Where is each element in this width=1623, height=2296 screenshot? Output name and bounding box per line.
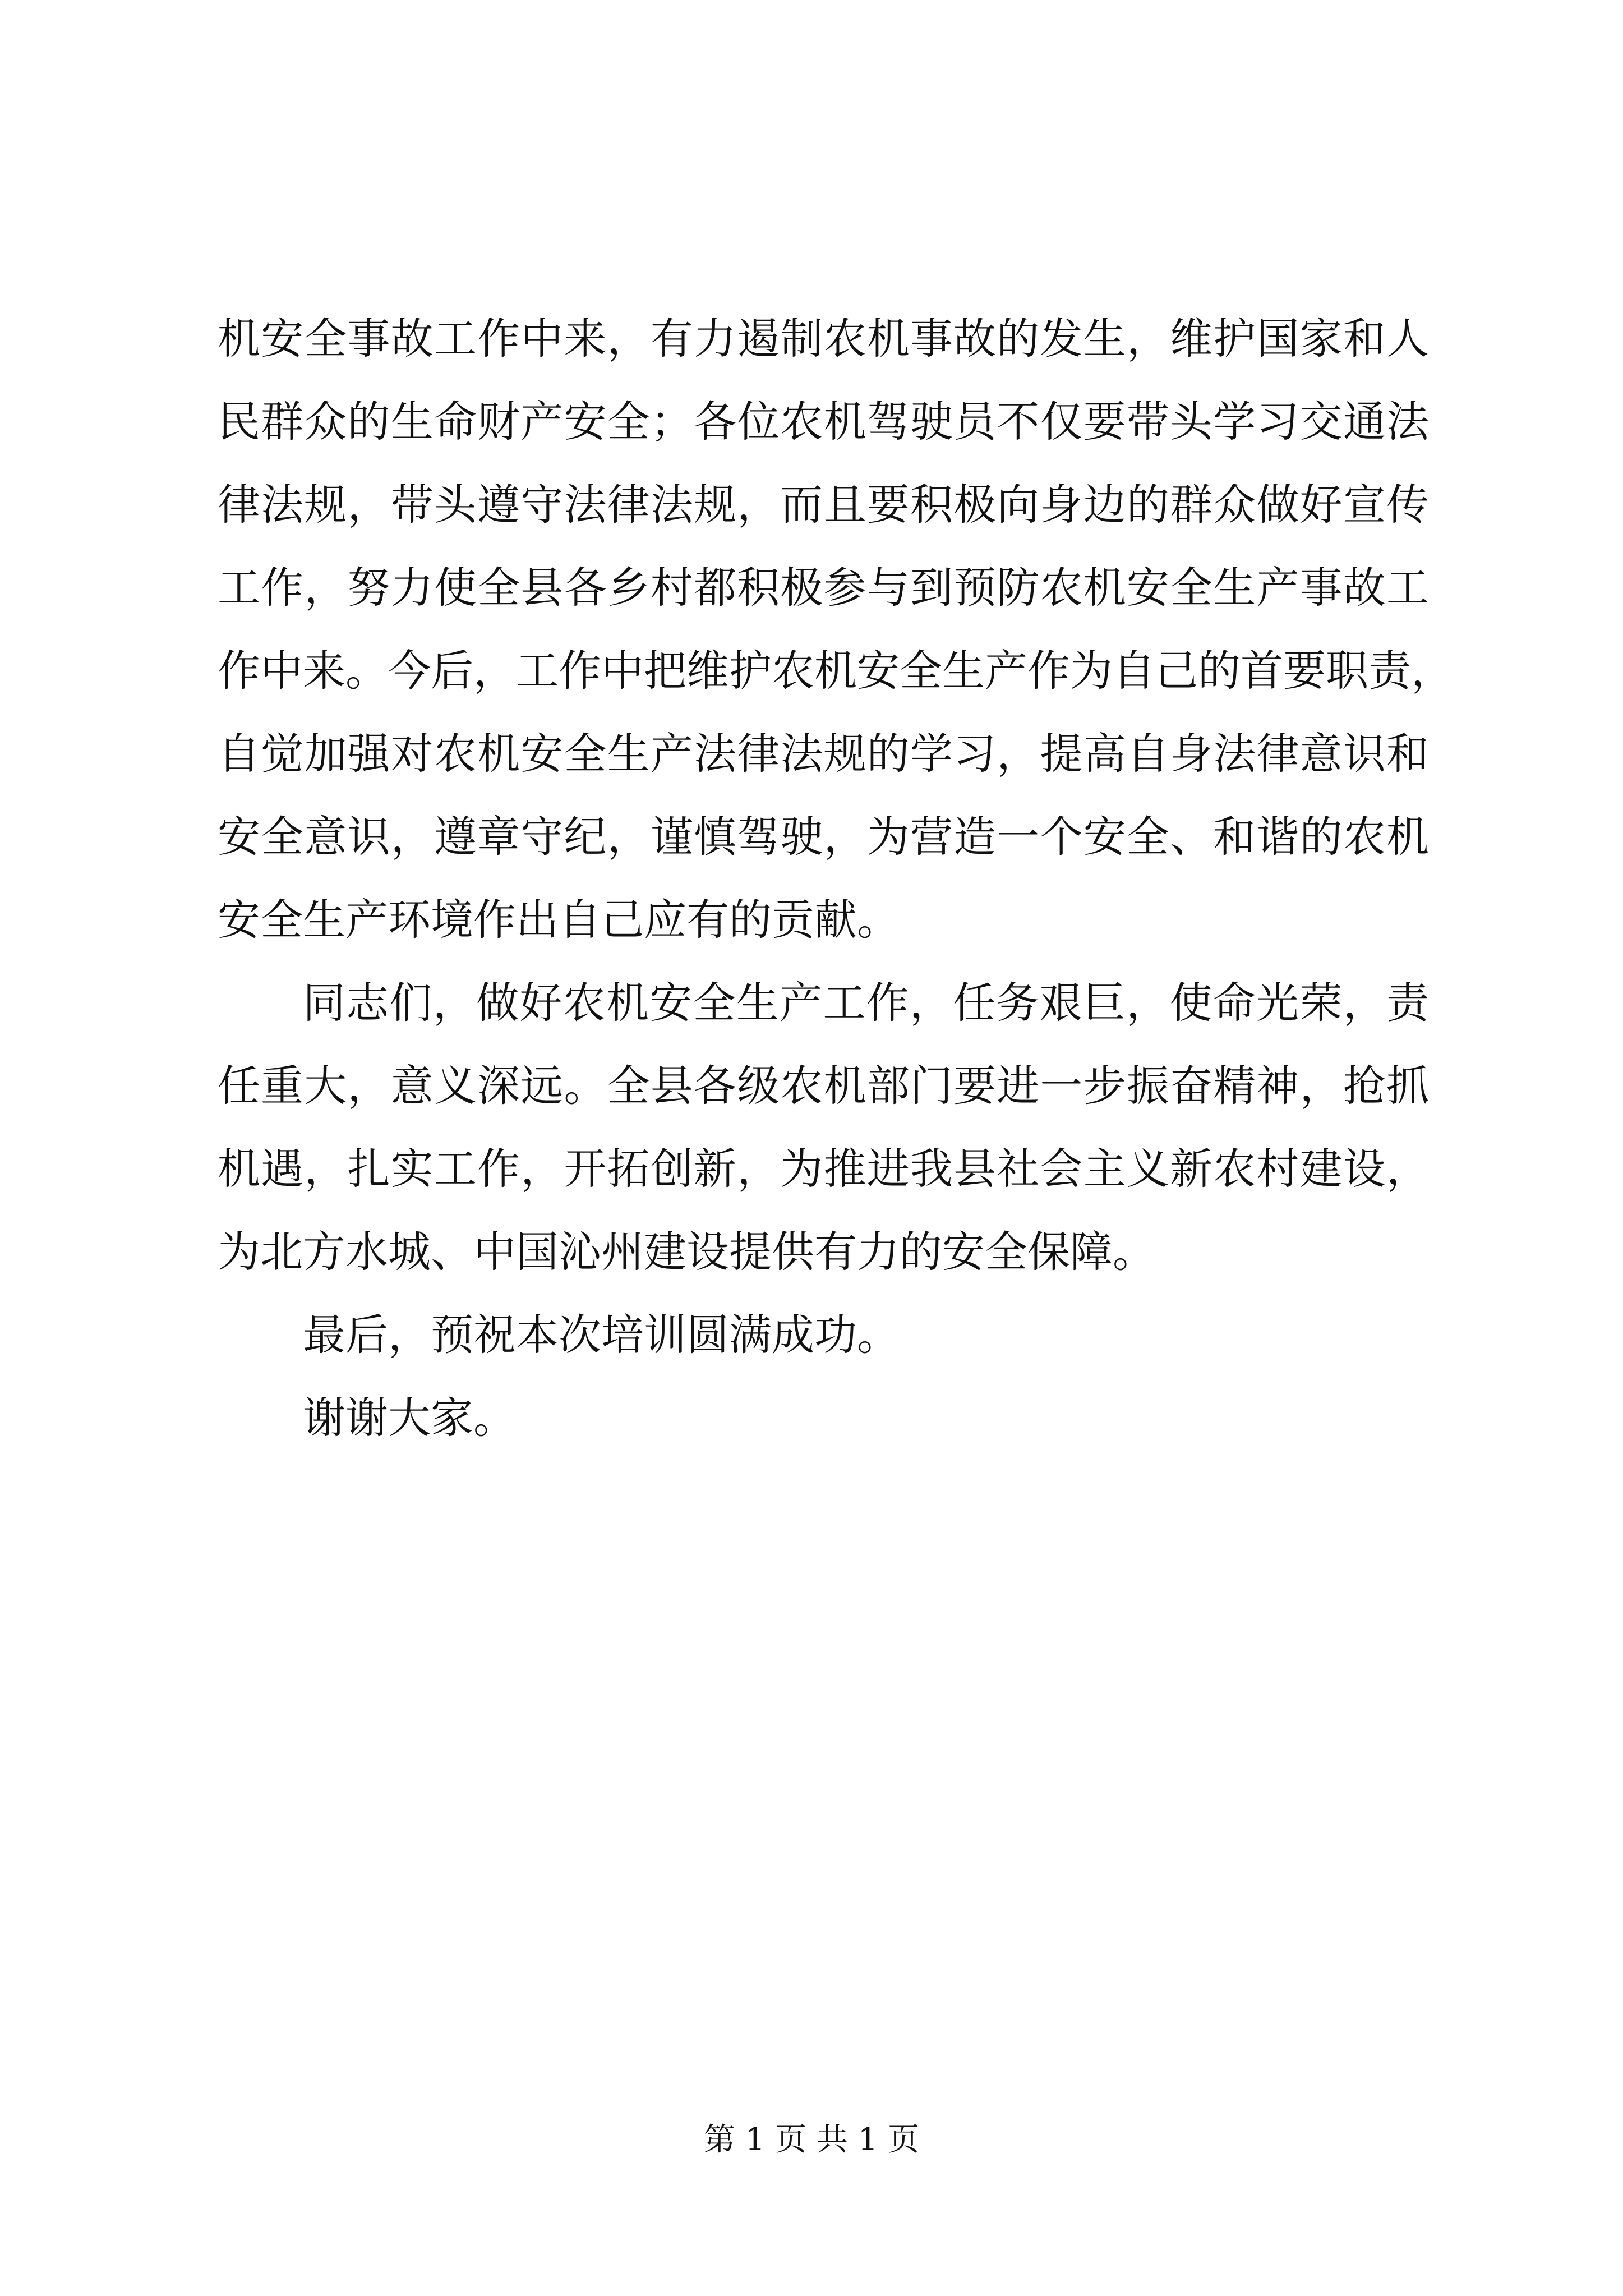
text-line: 民群众的生命财产安全；各位农机驾驶员不仅要带头学习交通法 [218,397,1429,447]
text-line: 自觉加强对农机安全生产法律法规的学习，提高自身法律意识和 [218,729,1429,779]
text-line: 任重大，意义深远。全县各级农机部门要进一步振奋精神，抢抓 [218,1061,1429,1111]
text-line: 工作，努力使全县各乡村都积极参与到预防农机安全生产事故工 [218,563,1429,613]
text-line: 为北方水城、中国沁州建设提供有力的安全保障。 [218,1227,1155,1277]
document-body [218,297,1454,1460]
text-line: 机安全事故工作中来，有力遏制农机事故的发生，维护国家和人 [218,314,1429,364]
paragraph-first-line: 最后，预祝本次培训圆满成功。 [303,1310,900,1360]
text-line: 安全意识，遵章守纪，谨慎驾驶，为营造一个安全、和谐的农机 [218,812,1429,862]
text-line: 律法规，带头遵守法律法规，而且要积极向身边的群众做好宣传 [218,480,1429,530]
text-line: 机遇，扎实工作，开拓创新，为推进我县社会主义新农村建设， [218,1144,1429,1194]
page-footer: 第 1 页 共 1 页 [703,2122,920,2158]
paragraph-first-line: 谢谢大家。 [303,1393,516,1443]
text-line: 作中来。今后，工作中把维护农机安全生产作为自己的首要职责， [218,646,1454,696]
text-line: 安全生产环境作出自己应有的贡献。 [218,895,900,945]
paragraph-first-line: 同志们，做好农机安全生产工作，任务艰巨，使命光荣，责 [303,978,1429,1028]
